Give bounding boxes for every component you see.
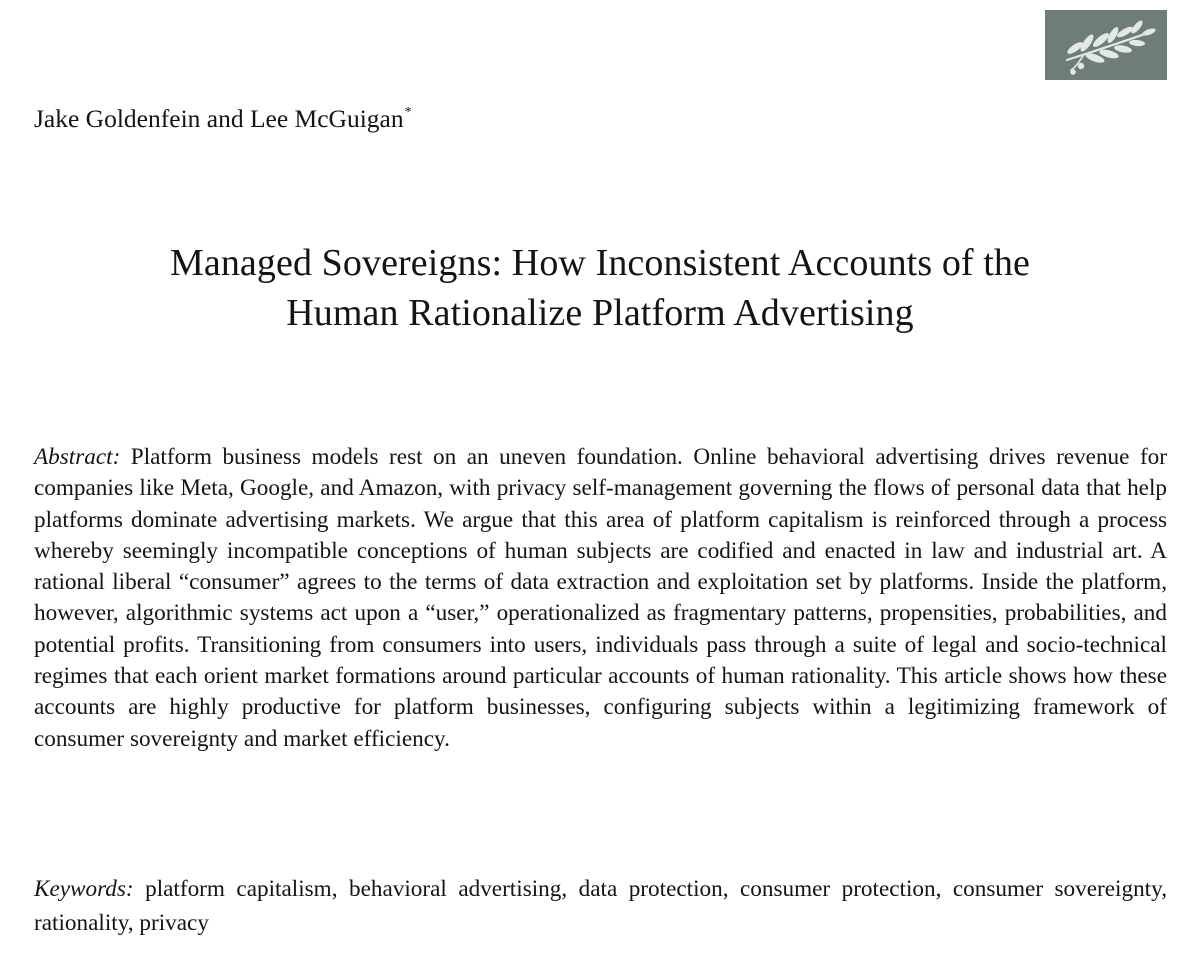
keywords-paragraph xyxy=(34,872,1167,940)
author-names: Jake Goldenfein and Lee McGuigan xyxy=(34,104,404,133)
abstract-text: Platform business models rest on an uneven foundation. Online behavioral advertising drives revenue for companies like Meta, Google, and Amazon, with privacy self-management governing the flows of personal data that help platforms dominate advertising markets. We argue that this area of platform capitalism is reinforced through a process whereby seemingly incompatible conceptions of human subjects are codified and enacted in law and industrial art. A rational liberal “consumer” agrees to the terms of data extraction and exploitation set by platforms. Inside the platform, however, algorithmic systems act upon a “user,” operationalized as fragmentary patterns, propensities, probabilities, and potential profits. Transitioning from consumers into users, individuals pass through a suite of legal and socio-technical regimes that each orient market formations around particular accounts of human rationality. This article shows how these accounts are highly productive for platform businesses, configuring subjects within a legitimizing framework of consumer sovereignty and market efficiency. xyxy=(34,444,1167,752)
author-line xyxy=(34,101,412,137)
olive-branch-icon xyxy=(1045,10,1167,80)
title-line-2: Human Rationalize Platform Advertising xyxy=(286,292,914,334)
title-line-1: Managed Sovereigns: How Inconsistent Accounts of the xyxy=(169,242,1031,284)
keywords-text: platform capitalism, behavioral advertising, data protection, consumer protection, consumer sovereignty, rationality, privacy xyxy=(34,876,1167,936)
abstract-paragraph xyxy=(34,442,1167,755)
author-footnote-mark: * xyxy=(404,104,412,120)
journal-logo xyxy=(1045,10,1167,80)
paper-title xyxy=(30,238,1170,338)
keywords-label: Keywords: xyxy=(34,876,134,902)
abstract-label: Abstract: xyxy=(34,444,121,470)
